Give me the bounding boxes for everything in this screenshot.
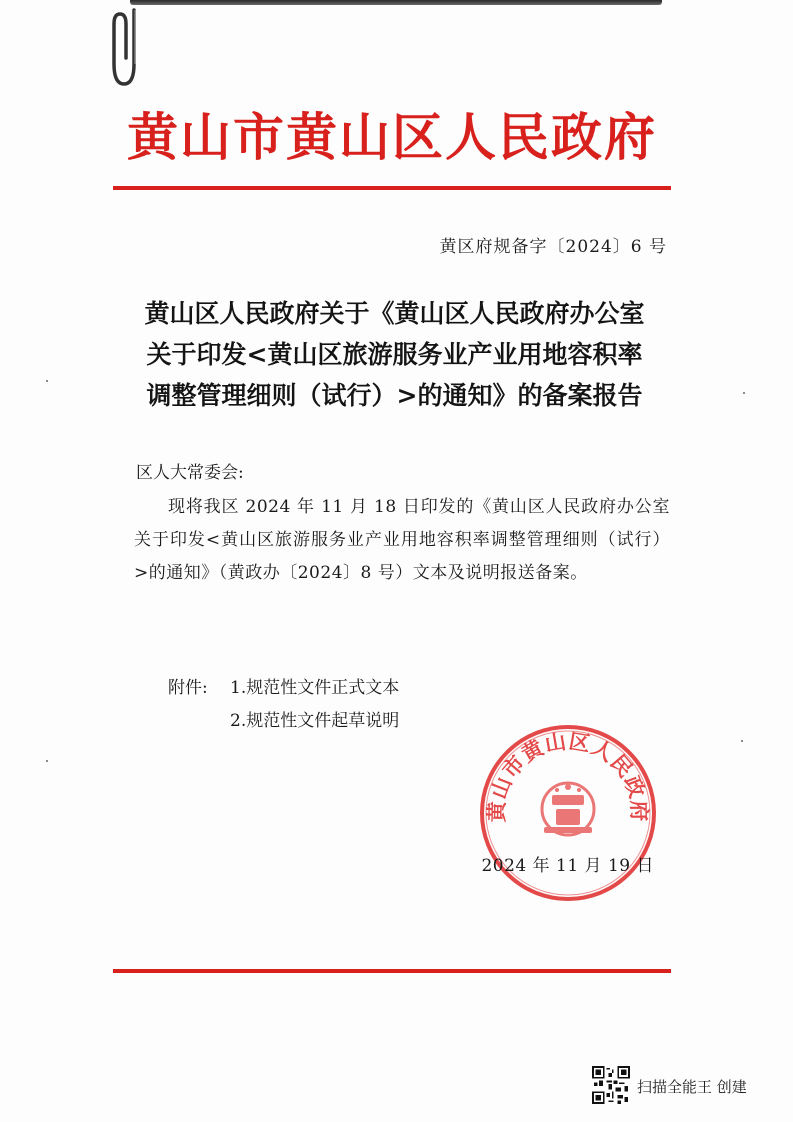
scan-speck xyxy=(741,740,743,742)
attachment-label: 附件: xyxy=(168,678,208,698)
red-divider-top xyxy=(113,186,671,190)
document-number: 黄区府规备字〔2024〕6 号 xyxy=(439,237,667,257)
seal-text: 黄山市黄山区人民政府 xyxy=(483,728,653,823)
paperclip-icon xyxy=(104,6,160,96)
page-top-edge xyxy=(130,0,662,5)
scan-speck xyxy=(743,392,745,394)
scan-speck xyxy=(46,760,48,762)
attachment-item xyxy=(168,672,399,705)
attachment-list xyxy=(168,672,399,738)
svg-text:黄山市黄山区人民政府 xyxy=(484,728,652,823)
issue-date: 2024 年 11 月 19 日 xyxy=(481,856,654,876)
attachment-item xyxy=(168,705,399,738)
title-line-2: 关于印发<黄山区旅游服务业产业用地容积率 xyxy=(146,340,643,369)
issuer-header: 黄山市黄山区人民政府 xyxy=(126,108,657,168)
scan-speck xyxy=(46,380,48,382)
title-line-1: 黄山区人民政府关于《黄山区人民政府办公室 xyxy=(144,299,645,328)
red-divider-bottom xyxy=(113,969,671,973)
attachment-item-2: 2.规范性文件起草说明 xyxy=(230,711,400,731)
recipient: 区人大常委会: xyxy=(136,463,244,483)
body-paragraph: 现将我区 2024 年 11 月 18 日印发的《黄山区人民政府办公室关于印发<黄山区旅游服务业产业用地容积率调整管理细则（试行）>的通知》（黄政办〔2024〕8 号）文本及说明报送备案。 xyxy=(134,497,670,583)
document-title xyxy=(112,293,677,416)
title-line-3: 调整管理细则（试行）>的通知》的备案报告 xyxy=(146,381,643,410)
qr-code-icon xyxy=(592,1066,630,1104)
scanner-watermark: 扫描全能王 创建 xyxy=(637,1078,747,1096)
official-seal xyxy=(478,723,658,903)
attachment-item-1: 1.规范性文件正式文本 xyxy=(230,678,400,698)
